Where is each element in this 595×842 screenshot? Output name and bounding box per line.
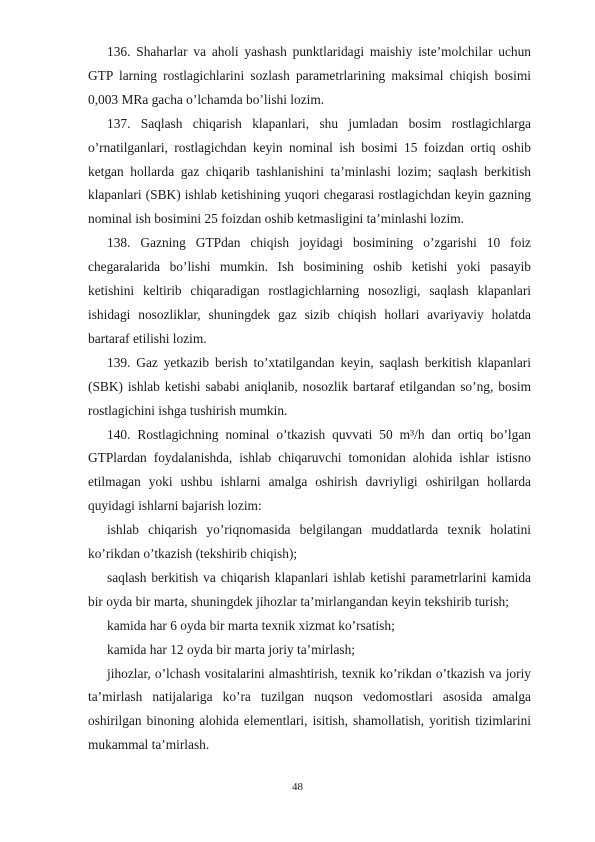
list-item-inspection: ishlab chiqarish yo’riqnomasida belgilangan muddatlarda texnik holatini ko’rikdan o’tkazish (tekshirib chiqish);	[88, 522, 531, 562]
paragraph-140: 140. Rostlagichning nominal o’tkazish quvvati 50 m³/h dan ortiq bo’lgan GTPlardan foydalanishda, ishlab chiqaruvchi tomonidan alohida ishlar istisno etilmagan yoki ushbu ishlarni amalga oshirish davriyligi oshirilgan hollarda quyidagi ishlarni bajarish lozim:	[88, 426, 531, 514]
document-body	[88, 40, 531, 757]
list-item-valve-check: saqlash berkitish va chiqarish klapanlari ishlab ketishi parametrlarini kamida bir oyda bir marta, shuningdek jihozlar ta’mirlangandan keyin tekshirib turish;	[88, 569, 531, 609]
paragraph-139: 139. Gaz yetkazib berish to’xtatilgandan keyin, saqlash berkitish klapanlari (SBK) ishlab ketishi sababi aniqlanib, nosozlik bartaraf etilgandan so’ng, bosim rostlagichini ishga tushirish mumkin.	[88, 354, 531, 418]
list-item-capital-repair: jihozlar, o’lchash vositalarini almashtirish, texnik ko’rikdan o’tkazish va joriy ta’mirlash natijalariga ko’ra tuzilgan nuqson vedomostlari asosida amalga oshirilgan binoning alohida elementlari, isitish, shamollatish, yoritish tizimlarini mukammal ta’mirlash.	[88, 665, 531, 753]
paragraph-138: 138. Gazning GTPdan chiqish joyidagi bosimining o’zgarishi 10 foiz chegaralarida bo’lishi mumkin. Ish bosimining oshib ketishi yoki pasayib ketishini keltirib chiqaradigan rostlagichlarning nosozligi, saqlash klapanlari ishidagi nosozliklar, shuningdek gaz sizib chiqish hollari avariyaviy holatda bartaraf etilishi lozim.	[88, 235, 531, 346]
paragraph-137: 137. Saqlash chiqarish klapanlari, shu jumladan bosim rostlagichlarga o’rnatilganlari, rostlagichdan keyin nominal ish bosimi 15 foizdan ortiq oshib ketgan hollarda gaz chiqarib tashlanishini ta’minlashi lozim; saqlash berkitish klapanlari (SBK) ishlab ketishining yuqori chegarasi rostlagichdan keyin gazning nominal ish bosimini 25 foizdan oshib ketmasligini ta’minlashi lozim.	[88, 115, 531, 227]
list-item-current-repair: kamida har 12 oyda bir marta joriy ta’mirlash;	[107, 641, 356, 657]
paragraph-136: 136. Shaharlar va aholi yashash punktlaridagi maishiy iste’molchilar uchun GTP larning rostlagichlarini sozlash parametrlarining maksimal chiqish bosimi 0,003 MRa gacha o’lchamda bo’lishi lozim.	[88, 44, 531, 107]
list-item-service: kamida har 6 oyda bir marta texnik xizmat ko’rsatish;	[107, 617, 395, 633]
page-number: 48	[292, 781, 303, 793]
